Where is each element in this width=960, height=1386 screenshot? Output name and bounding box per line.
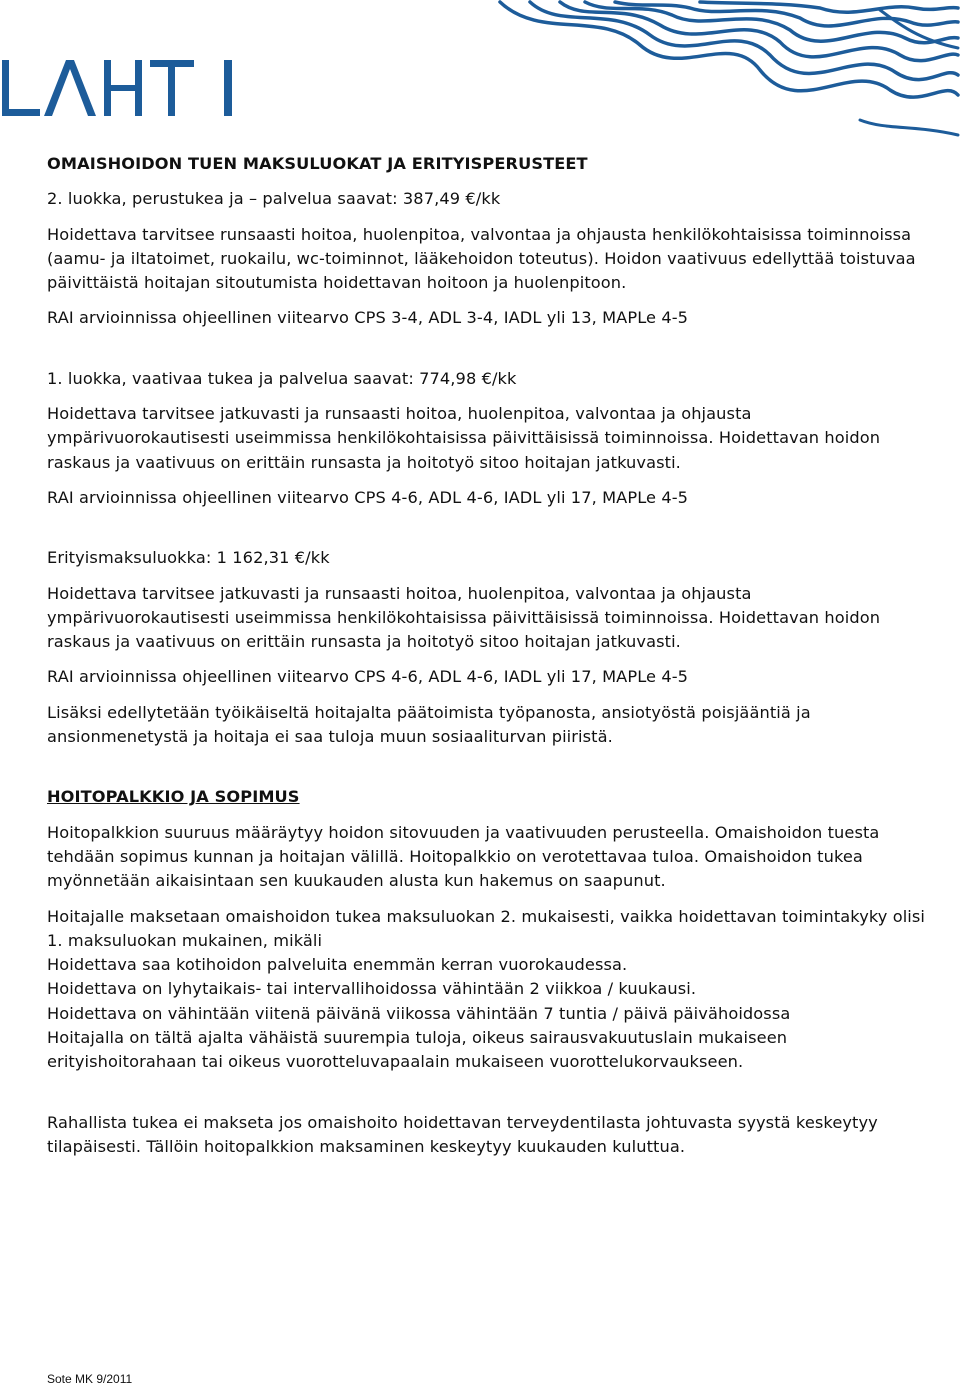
fee-paragraph-2-intro: Hoitajalle maksetaan omaishoidon tukea maksuluokan 2. mukaisesti, vaikka hoidettavan toimintakyky olisi 1. maksuluokan mukainen, mikäli	[47, 906, 926, 950]
class-2-description: Hoidettava tarvitsee runsaasti hoitoa, huolenpitoa, valvontaa ja ohjausta henkilökohtaisissa toiminnoissa (aamu- ja iltatoimet, ruokailu, wc-toiminnot, lääkehoidon toteutus). Hoidon vaativuus edellyttää toistuvaa päivittäistä hoitajan sitoutumista hoidettavan hoitoon ja huolenpitoon.	[47, 224, 916, 293]
special-class-description: Hoidettava tarvitsee jatkuvasti ja runsaasti hoitoa, huolenpitoa, valvontaa ja ohjausta ympärivuorokautisesti useimmissa henkilökohtaisissa päivittäisissä toiminnoissa. Hoidettavan hoidon raskaus ja vaativuus on erittäin runsasta ja hoitotyö sitoo hoitajan jatkuvasti.	[47, 583, 881, 652]
document-body	[47, 152, 927, 1159]
class-2-title: 2. luokka, perustukea ja – palvelua saavat: 387,49 €/kk	[47, 189, 501, 209]
fee-condition: Hoidettava on vähintään viitenä päivänä viikossa vähintään 7 tuntia / päivä päivähoidossa	[47, 1003, 791, 1023]
lahti-logo	[0, 54, 240, 122]
fee-condition: Hoidettava saa kotihoidon palveluita enemmän kerran vuorokaudessa.	[47, 955, 628, 975]
special-class-extra: Lisäksi edellytetään työikäiseltä hoitajalta päätoimista työpanosta, ansiotyöstä poisjääntiä ja ansionmenetystä ja hoitaja ei saa tuloja muun sosiaaliturvan piiristä.	[47, 702, 811, 747]
class-1-rai: RAI arvioinnissa ohjeellinen viitearvo CPS 4-6, ADL 4-6, IADL yli 17, MAPLe 4-5	[47, 487, 689, 507]
section-heading-fee-classes: OMAISHOIDON TUEN MAKSULUOKAT JA ERITYISPERUSTEET	[47, 154, 588, 173]
fee-paragraph-1: Hoitopalkkion suuruus määräytyy hoidon sitovuuden ja vaativuuden perusteella. Omaishoidon tuesta tehdään sopimus kunnan ja hoitajan välillä. Hoitopalkkio on verotettavaa tuloa. Omaishoidon tukea myönnetään aikaisintaan sen kuukauden alusta kun hakemus on saapunut.	[47, 822, 880, 891]
class-1-description: Hoidettava tarvitsee jatkuvasti ja runsaasti hoitoa, huolenpitoa, valvontaa ja ohjausta ympärivuorokautisesti useimmissa henkilökohtaisissa päivittäisissä toiminnoissa. Hoidettavan hoidon raskaus ja vaativuus on erittäin runsasta ja hoitotyö sitoo hoitajan jatkuvasti.	[47, 404, 881, 472]
special-class-title: Erityismaksuluokka: 1 162,31 €/kk	[47, 548, 330, 568]
section-heading-fee-contract: HOITOPALKKIO JA SOPIMUS	[47, 787, 300, 807]
class-2-rai: RAI arvioinnissa ohjeellinen viitearvo CPS 3-4, ADL 3-4, IADL yli 13, MAPLe 4-5	[47, 308, 689, 328]
fee-paragraph-3: Rahallista tukea ei makseta jos omaishoito hoidettavan terveydentilasta johtuvasta syystä keskeytyy tilapäisesti. Tällöin hoitopalkkion maksaminen keskeytyy kuukauden kuluttua.	[47, 1112, 878, 1156]
fee-condition: Hoidettava on lyhytaikais- tai intervallihoidossa vähintään 2 viikkoa / kuukausi.	[47, 979, 697, 999]
lahti-logo-lettering	[0, 54, 240, 122]
class-1-title: 1. luokka, vaativaa tukea ja palvelua saavat: 774,98 €/kk	[47, 368, 517, 388]
footer-code: Sote MK 9/2011	[47, 1372, 133, 1386]
fee-condition: Hoitajalla on tältä ajalta vähäistä suurempia tuloja, oikeus sairausvakuutuslain mukaiseen erityishoitorahaan tai oikeus vuorotteluvapaalain mukaiseen vuorottelukorvaukseen.	[47, 1028, 788, 1072]
special-class-rai: RAI arvioinnissa ohjeellinen viitearvo CPS 4-6, ADL 4-6, IADL yli 17, MAPLe 4-5	[47, 667, 689, 687]
